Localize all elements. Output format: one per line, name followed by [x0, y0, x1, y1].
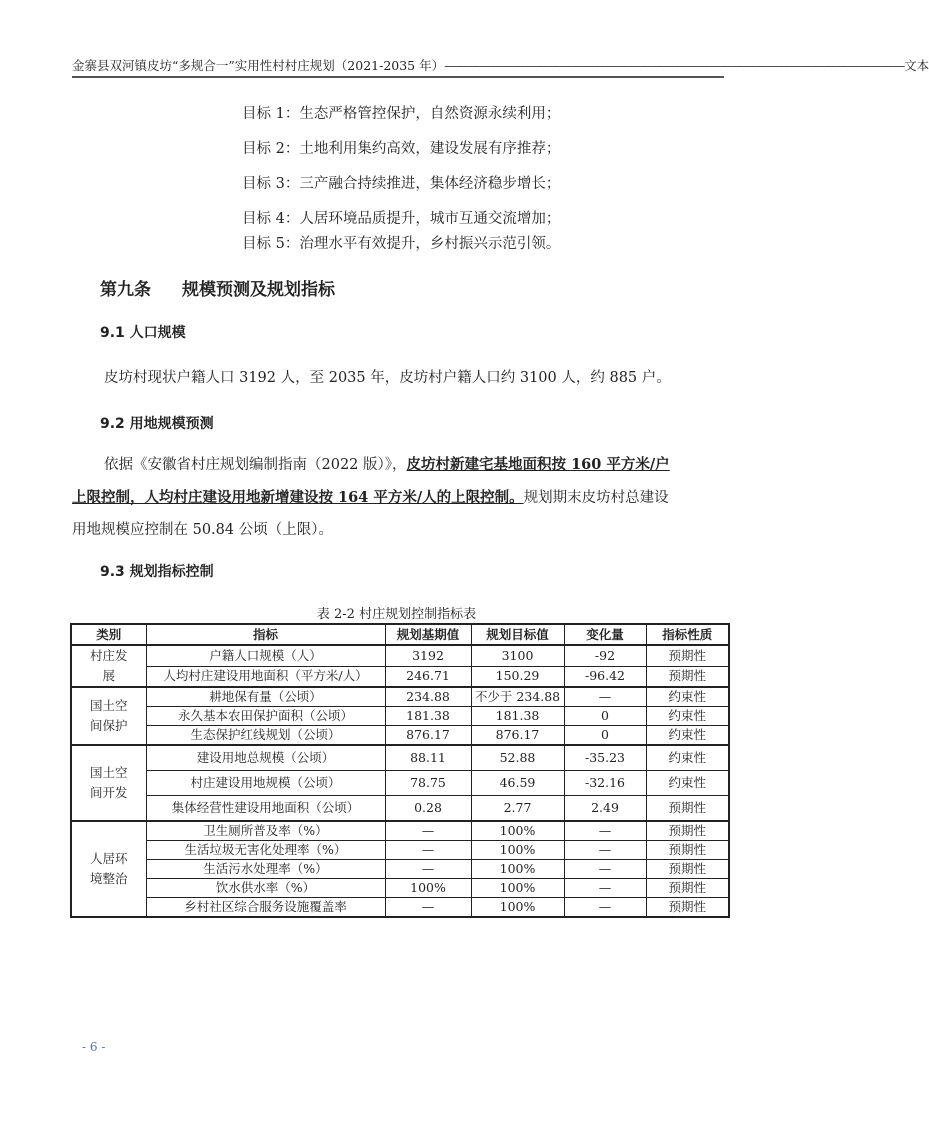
- base-value-cell: 876.17: [385, 726, 471, 746]
- change-cell: —: [564, 879, 646, 898]
- base-value-cell: 0.28: [385, 796, 471, 822]
- column-header: 类别: [71, 624, 146, 645]
- indicator-cell: 卫生厕所普及率（%）: [146, 821, 385, 841]
- change-cell: -35.23: [564, 745, 646, 771]
- population-paragraph: 皮坊村现状户籍人口 3192 人，至 2035 年，皮坊村户籍人口约 3100 人，约 885 户。: [104, 370, 671, 386]
- target-value-cell: 46.59: [471, 771, 564, 796]
- change-cell: -32.16: [564, 771, 646, 796]
- base-value-cell: 88.11: [385, 745, 471, 771]
- table-row: [71, 645, 729, 666]
- land-text: 规划期末皮坊村总建设: [523, 490, 669, 506]
- target-value-cell: 181.38: [471, 707, 564, 726]
- indicator-cell: 户籍人口规模（人）: [146, 645, 385, 666]
- base-value-cell: —: [385, 821, 471, 841]
- target-value-cell: 876.17: [471, 726, 564, 746]
- goal-item: 目标 4：人居环境品质提升，城市互通交流增加；: [242, 211, 561, 227]
- category-cell: 人居环境整治: [71, 821, 146, 917]
- change-cell: -96.42: [564, 666, 646, 687]
- change-cell: —: [564, 860, 646, 879]
- category-cell: 村庄发展: [71, 645, 146, 687]
- nature-cell: 预期性: [646, 645, 729, 666]
- target-value-cell: 52.88: [471, 745, 564, 771]
- target-value-cell: 3100: [471, 645, 564, 666]
- nature-cell: 预期性: [646, 879, 729, 898]
- table-row: [71, 666, 729, 687]
- section-heading-9-1: 9.1 人口规模: [100, 325, 186, 341]
- change-cell: 0: [564, 707, 646, 726]
- table-row: [71, 860, 729, 879]
- table-row: [71, 771, 729, 796]
- change-cell: —: [564, 898, 646, 918]
- indicator-table: [70, 623, 730, 918]
- category-cell: 国土空间保护: [71, 687, 146, 745]
- change-cell: 0: [564, 726, 646, 746]
- table-row: [71, 841, 729, 860]
- base-value-cell: 246.71: [385, 666, 471, 687]
- target-value-cell: 100%: [471, 860, 564, 879]
- table-row: [71, 821, 729, 841]
- goal-item: 目标 1：生态严格管控保护，自然资源永续利用；: [242, 106, 561, 122]
- land-paragraph-line-1: [104, 455, 670, 475]
- table-row: [71, 898, 729, 918]
- indicator-cell: 永久基本农田保护面积（公顷）: [146, 707, 385, 726]
- change-cell: —: [564, 821, 646, 841]
- change-cell: 2.49: [564, 796, 646, 822]
- nature-cell: 预期性: [646, 841, 729, 860]
- target-value-cell: 2.77: [471, 796, 564, 822]
- goal-item: 目标 5：治理水平有效提升，乡村振兴示范引领。: [242, 236, 561, 252]
- target-value-cell: 100%: [471, 821, 564, 841]
- goal-item: 目标 3：三产融合持续推进，集体经济稳步增长；: [242, 176, 561, 192]
- column-header: 指标性质: [646, 624, 729, 645]
- indicator-cell: 集体经营性建设用地面积（公顷）: [146, 796, 385, 822]
- nature-cell: 约束性: [646, 726, 729, 746]
- table-row: [71, 745, 729, 771]
- base-value-cell: —: [385, 841, 471, 860]
- goal-item: 目标 2：土地利用集约高效，建设发展有序推荐；: [242, 141, 561, 157]
- base-value-cell: 234.88: [385, 687, 471, 707]
- nature-cell: 预期性: [646, 666, 729, 687]
- land-text: 依据《安徽省村庄规划编制指南（2022 版）》，: [104, 457, 407, 473]
- land-paragraph-line-2: [72, 488, 669, 508]
- article-title: 规模预测及规划指标: [182, 280, 335, 300]
- nature-cell: 预期性: [646, 860, 729, 879]
- section-heading-9-2: 9.2 用地规模预测: [100, 416, 214, 432]
- article-heading: [100, 275, 335, 300]
- indicator-cell: 耕地保有量（公顷）: [146, 687, 385, 707]
- indicator-cell: 人均村庄建设用地面积（平方米/人）: [146, 666, 385, 687]
- column-header: 指标: [146, 624, 385, 645]
- base-value-cell: 100%: [385, 879, 471, 898]
- nature-cell: 预期性: [646, 898, 729, 918]
- base-value-cell: —: [385, 898, 471, 918]
- change-cell: —: [564, 687, 646, 707]
- table-header-row: [71, 624, 729, 645]
- column-header: 规划基期值: [385, 624, 471, 645]
- nature-cell: 预期性: [646, 796, 729, 822]
- table-row: [71, 879, 729, 898]
- target-value-cell: 不少于 234.88: [471, 687, 564, 707]
- indicator-cell: 村庄建设用地规模（公顷）: [146, 771, 385, 796]
- indicator-cell: 建设用地总规模（公顷）: [146, 745, 385, 771]
- page-number: - 6 -: [82, 1040, 106, 1054]
- indicator-cell: 生活污水处理率（%）: [146, 860, 385, 879]
- running-header: [72, 56, 929, 78]
- target-value-cell: 100%: [471, 841, 564, 860]
- table-row: [71, 796, 729, 822]
- base-value-cell: —: [385, 860, 471, 879]
- indicator-cell: 生态保护红线规划（公顷）: [146, 726, 385, 746]
- article-number: 第九条: [100, 280, 151, 300]
- nature-cell: 约束性: [646, 687, 729, 707]
- table-row: [71, 726, 729, 746]
- land-emphasis: 上限控制，人均村庄建设用地新增建设按 164 平方米/人的上限控制。: [72, 489, 524, 506]
- section-heading-9-3: 9.3 规划指标控制: [100, 564, 214, 580]
- category-cell: 国土空间开发: [71, 745, 146, 821]
- indicator-cell: 生活垃圾无害化处理率（%）: [146, 841, 385, 860]
- column-header: 变化量: [564, 624, 646, 645]
- land-emphasis: 皮坊村新建宅基地面积按 160 平方米/户: [406, 456, 670, 473]
- change-cell: —: [564, 841, 646, 860]
- table-row: [71, 687, 729, 707]
- header-title: 金寨县双河镇皮坊“多规合一”实用性村村庄规划（2021-2035 年）: [72, 58, 445, 73]
- base-value-cell: 181.38: [385, 707, 471, 726]
- nature-cell: 约束性: [646, 771, 729, 796]
- column-header: 规划目标值: [471, 624, 564, 645]
- header-rule: ————————————————————————————————————————: [444, 58, 905, 73]
- base-value-cell: 3192: [385, 645, 471, 666]
- table-caption: 表 2-2 村庄规划控制指标表: [316, 607, 477, 622]
- header-section-label: 文本: [904, 58, 929, 73]
- nature-cell: 约束性: [646, 745, 729, 771]
- target-value-cell: 100%: [471, 898, 564, 918]
- table-row: [71, 707, 729, 726]
- indicator-cell: 饮水供水率（%）: [146, 879, 385, 898]
- land-paragraph-line-3: 用地规模应控制在 50.84 公顷（上限）。: [72, 522, 333, 538]
- target-value-cell: 100%: [471, 879, 564, 898]
- base-value-cell: 78.75: [385, 771, 471, 796]
- nature-cell: 预期性: [646, 821, 729, 841]
- indicator-cell: 乡村社区综合服务设施覆盖率: [146, 898, 385, 918]
- change-cell: -92: [564, 645, 646, 666]
- target-value-cell: 150.29: [471, 666, 564, 687]
- nature-cell: 约束性: [646, 707, 729, 726]
